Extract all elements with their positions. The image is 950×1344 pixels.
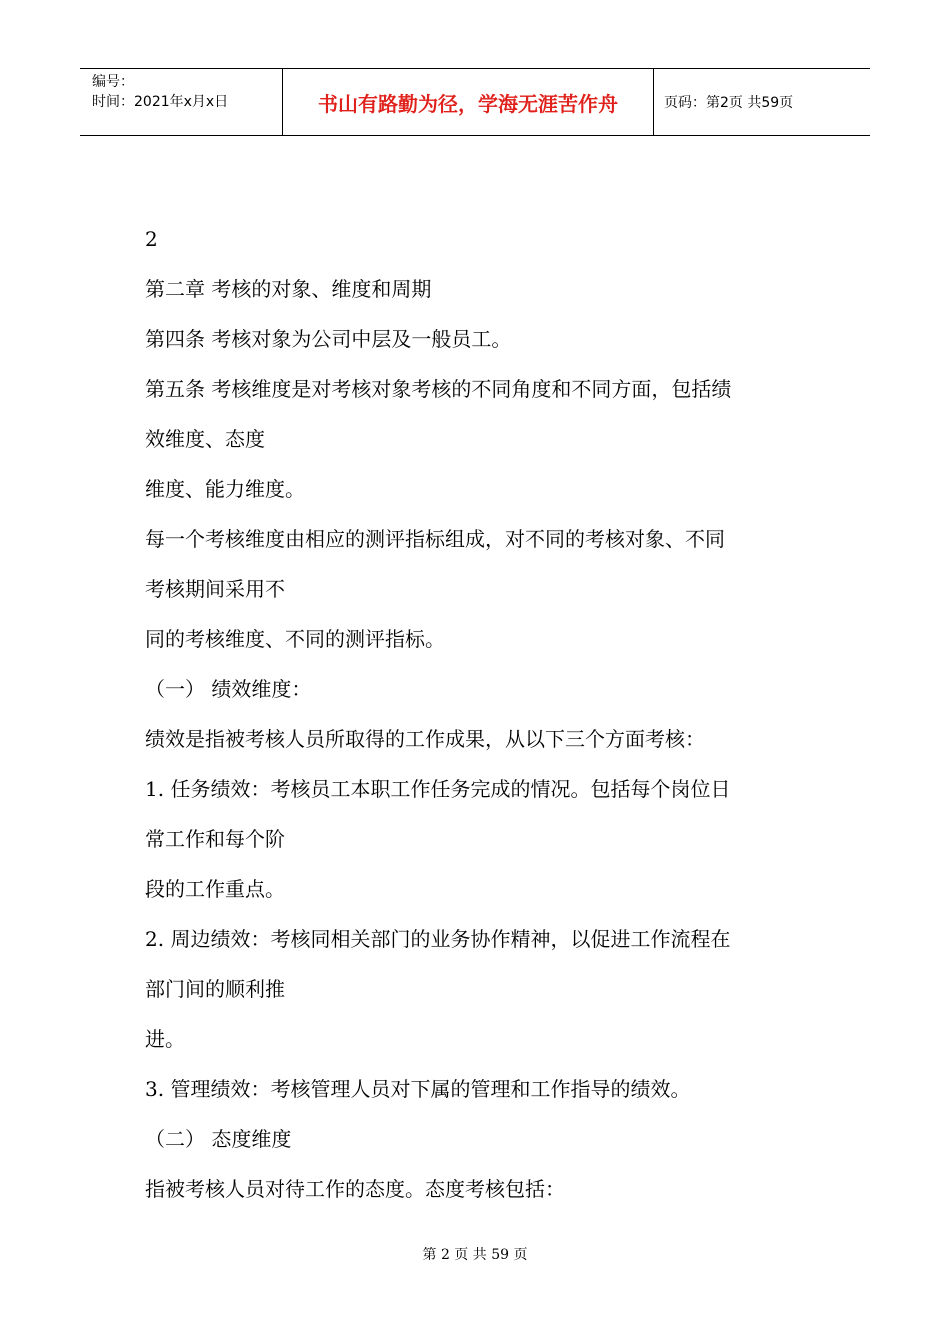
header-page-info: 页码：第2页 共59页	[664, 95, 794, 111]
body-line: 考核期间采用不	[145, 577, 285, 601]
page-footer: 第 2 页 共 59 页	[422, 1247, 528, 1263]
body-line: 第四条 考核对象为公司中层及一般员工。	[145, 327, 512, 351]
list-item: 3. 管理绩效：考核管理人员对下属的管理和工作指导的绩效。	[145, 1077, 691, 1101]
document-number-label: 编号：	[92, 74, 134, 90]
body-line: 同的考核维度、不同的测评指标。	[145, 627, 445, 651]
page-header	[80, 68, 870, 136]
body-line: 常工作和每个阶	[145, 827, 285, 851]
header-meta	[80, 69, 282, 135]
body-line: 2	[145, 227, 158, 251]
body-line: 维度、能力维度。	[145, 477, 305, 501]
body-line: 效维度、态度	[145, 427, 265, 451]
body-line: 部门间的顺利推	[145, 977, 285, 1001]
list-item: 2. 周边绩效：考核同相关部门的业务协作精神，以促进工作流程在	[145, 927, 731, 951]
body-line: 每一个考核维度由相应的测评指标组成，对不同的考核对象、不同	[145, 527, 725, 551]
section-heading: （一） 绩效维度：	[145, 677, 312, 701]
document-date-label: 时间：2021年x月x日	[92, 94, 229, 110]
body-line: 第五条 考核维度是对考核对象考核的不同角度和不同方面，包括绩	[145, 377, 732, 401]
document-body	[145, 214, 825, 1214]
body-line: 绩效是指被考核人员所取得的工作成果，从以下三个方面考核：	[145, 727, 705, 751]
body-line: 段的工作重点。	[145, 877, 285, 901]
body-line: 进。	[145, 1027, 185, 1051]
header-motto: 书山有路勤为径，学海无涯苦作舟	[282, 69, 654, 135]
list-item: 1. 任务绩效：考核员工本职工作任务完成的情况。包括每个岗位日	[145, 777, 731, 801]
chapter-heading: 第二章 考核的对象、维度和周期	[145, 277, 432, 301]
section-heading: （二） 态度维度	[145, 1127, 292, 1151]
body-line: 指被考核人员对待工作的态度。态度考核包括：	[145, 1177, 565, 1201]
